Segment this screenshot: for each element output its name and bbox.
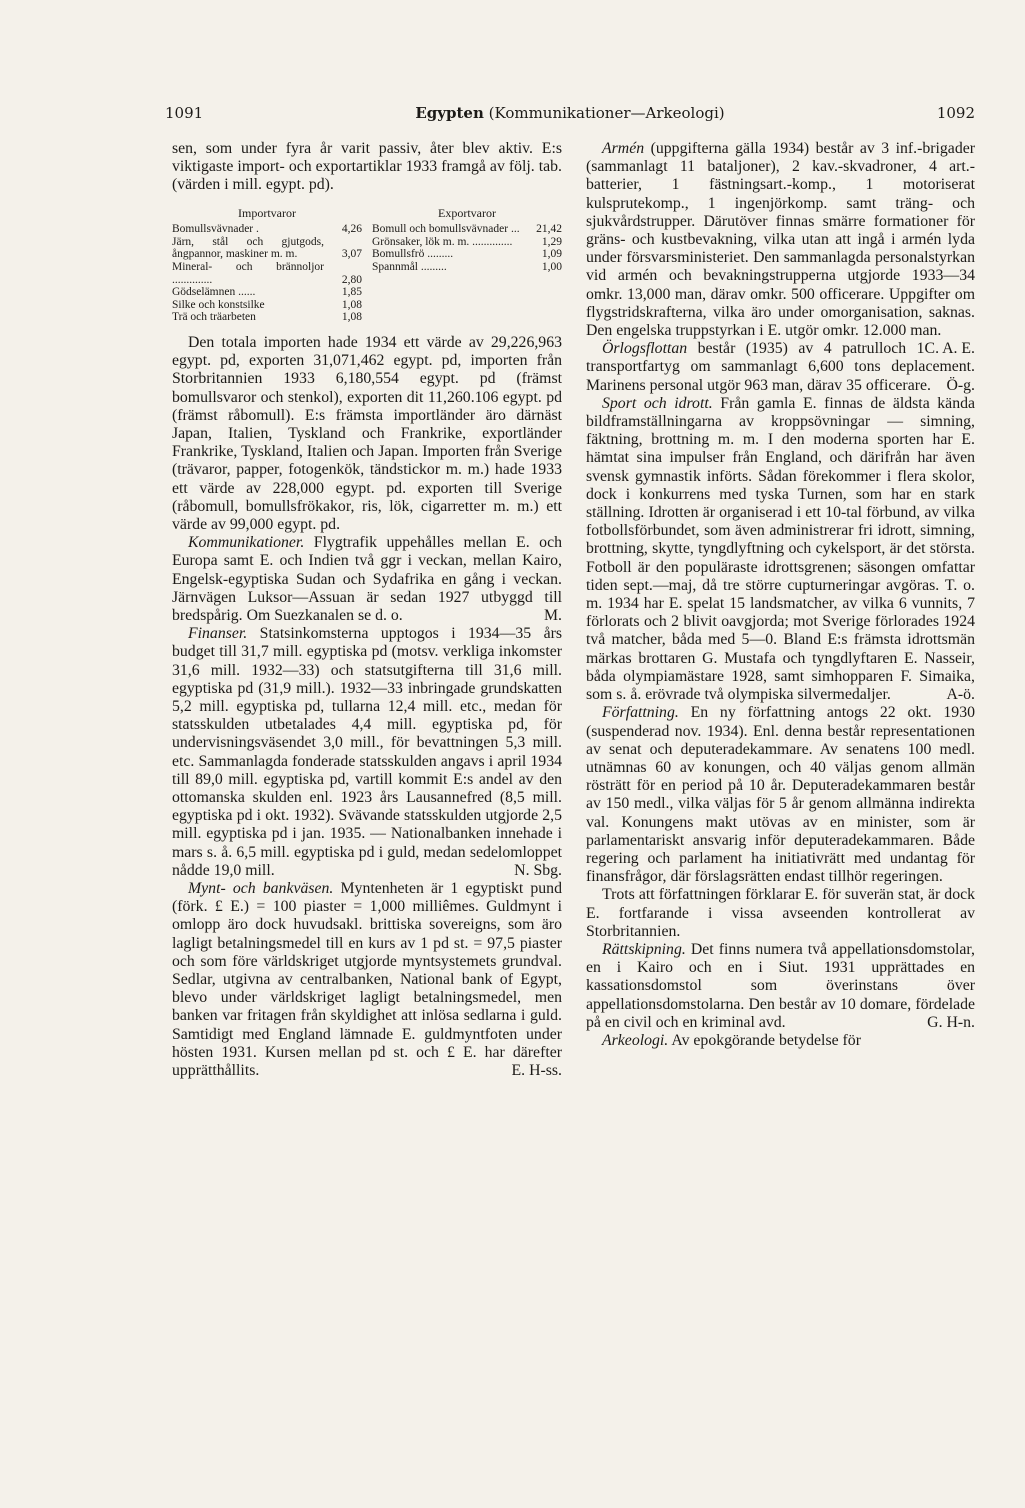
table-row: Grönsaker, lök m. m. .............. 1,29 <box>372 235 562 248</box>
table-row: Silke och konstsilke 1,08 <box>172 298 362 311</box>
author-signature: N. Sbg. <box>514 861 562 879</box>
running-title <box>165 104 975 122</box>
author-signature: C. A. E. <box>924 340 975 358</box>
section-title: Författning. <box>602 704 679 722</box>
right-column <box>586 140 975 1050</box>
intro-paragraph: sen, som under fyra år varit passiv, åter blev aktiv. E:s viktigaste import- och exportartiklar 1933 framgå av följ. tab. (värden i mill. egypt. pd). <box>172 140 562 194</box>
table-row: Bomull och bomullsvävnader ... 21,42 <box>372 223 562 236</box>
author-signature: G. H-n. <box>927 1013 975 1031</box>
section-title: Finanser. <box>188 625 248 643</box>
orlog-paragraph: Örlogsflottan består (1935) av 4 patrulloch 1 transportfartyg om sammanlagt 6,600 tons deplacement. Marinens personal utgör 963 man, därav 35 officerare. Ö-g. <box>586 340 975 394</box>
section-title: Armén <box>602 140 645 157</box>
table-row: Järn, stål och gjutgods, ångpannor, maskiner m. m. 3,07 <box>172 235 362 261</box>
armen-paragraph: Armén (uppgifterna gälla 1934) består av 3 inf.-brigader (sammanlagt 11 bataljoner), 2 kav.-skvadroner, 4 art.-batterier, 1 fästningsart.-komp., 1 motoriserat kulsprutekomp., 1 ingenjörkomp. samt träng- och sjukvårdstrupper. Därutöver finnas smärre formationer för gräns- och kustbevakning, vilka utan att ingå i armén lyda under försvarsministeriet. Den sammanlagda personalstyrkan vid armén och bevakningstrupperna utgjorde 1933—34 omkr. 13,000 man, därav omkr. 500 officerare. Uppgifter om flygstridskrafterna, vilka äro under omorganisation, saknas. Den engelska truppstyrkan i E. utgör omkr. 12.000 man. C. A. E. <box>586 140 975 358</box>
finanser-paragraph: Finanser. Statsinkomsterna upptogos i 1934—35 års budget till 31,7 mill. egyptiska pd (motsv. verkliga inkomster 31,6 mill. 1932—33) och statsutgifterna till 31,6 mill. egyptiska pd (31,9 mill.). 1932—33 inbringade grundskatten 5,2 mill. egyptiska pd, tullarna 12,4 mill. etc., medan för statsskulden utbetalades 4,4 mill. egyptiska pd, för undervisningsväsendet 3,0 mill., för bevattningen 5,3 mill. etc. Sammanlagda fonderade statsskulden angavs i april 1934 till 89,0 mill. egyptiska pd, vartill kommit E:s andel av den ottomanska skulden enl. 1923 års Lausannefred (8,5 mill. egyptiska pd i okt. 1932). Svävande statsskulden utgjorde 2,5 mill. egyptiska pd i jan. 1935. — Nationalbanken innehade i mars s. å. 6,5 mill. egyptiska pd i guld, medan sedelomloppet nådde 19,0 mill. N. Sbg. <box>172 625 562 879</box>
page-number-left: 1091 <box>165 104 204 122</box>
left-column <box>172 140 562 1080</box>
exports-column <box>372 207 562 324</box>
page-number-right: 1092 <box>936 104 975 122</box>
section-title: Kommunikationer. <box>188 534 305 552</box>
author-signature: M. <box>544 607 562 624</box>
table-row: Mineral- och brännoljor .............. 2,80 <box>172 260 362 286</box>
section-title: Mynt- och bankväsen. <box>188 880 334 898</box>
title-bold: Egypten <box>415 104 484 122</box>
section-title: Arkeologi. <box>602 1031 669 1049</box>
trade-paragraph: Den totala importen hade 1934 ett värde av 29,226,963 egypt. pd, exporten 31,071,462 egypt. pd, importen från Storbritannien 1933 6,180,554 egypt. pd (främst bomullsvaror och stenkol), exporten dit 11,260.106 egypt. pd (främst råbomull). E:s främsta importländer äro därnäst Japan, Italien, Tyskland och Frankrike, exportländer Frankrike, Tyskland, Italien och Japan. Importen från Sverige (trävaror, papper, fotogenkök, tändstickor m. m.) hade 1933 ett värde av 228,000 egypt. pd. exporten till Sverige (råbomull, bomullsfrökakor, ris, lök, cigarretter m. m.) ett värde av 99,000 egypt. pd. <box>172 333 562 533</box>
table-row: Spannmål ......... 1,00 <box>372 260 562 273</box>
section-title: Örlogsflottan <box>602 340 688 358</box>
table-row: Bomullsfrö ......... 1,09 <box>372 248 562 261</box>
section-title: Sport och idrott. <box>602 394 713 412</box>
title-rest: (Kommunikationer—Arkeologi) <box>488 104 725 122</box>
forfattning-paragraph: Författning. En ny författning antogs 22 okt. 1930 (suspenderad nov. 1934). Enl. denna består representationen av senat och deputeradekammare. Av senatens 100 medl. utnämnas 60 av konungen, och 40 väljas genom allmän rösträtt för en period på 10 år. Deputeradekammaren består av 150 medl., vilka väljas för 5 år genom allmänna indirekta val. Konungens makt utövas av en minister, som är parlamentariskt ansvarig inför deputeradekammaren. Både regering och parlament ha initiativrätt med undantag för finansfrågor, där förslagsrätten endast tillhör regeringen. <box>586 704 975 886</box>
author-signature: Ö-g. <box>946 376 975 394</box>
sport-paragraph: Sport och idrott. Från gamla E. finnas de äldsta kända bildframställningarna av kroppsövningar — simning, fäktning, brottning m. m. I den moderna sporten har E. hämtat sina impulser från England, och därifrån har även svensk gymnastik införts. Sådan förekommer i flera skolor, dock i konkurrens med tyska Turnen, som har en stark ställning. Idrotten är organiserad i ett 10-tal förbund, av vilka fotbollsförbundet, som även administrerar fri idrott, simning, brottning, skytte, tyngdlyftning och cykelsport, är det största. Fotboll är den populäraste idrottsgrenen; säsongen omfattar tiden sept.—maj, då tre större cupturneringar avgöras. T. o. m. 1934 har E. spelat 15 landsmatcher, av vilka 6 vunnits, 7 förlorats och 2 blivit oavgjorda; mot Sverige förlorades 1924 två matcher, båda med 5—0. Bland E:s främsta idrottsmän märkas brottaren G. Mustafa och tyngdlyftaren E. Nasseir, båda olympiamästare 1928, samt simhopparen F. Simaika, som s. å. erövrade två olympiska silvermedaljer. A-ö. <box>586 394 975 704</box>
rattskipning-paragraph: Rättskipning. Det finns numera två appellationsdomstolar, en i Kairo och en i Siut. 1931 upprättades en kassationsdomstol som överinstans över appellationsdomstolarna. Den består av 10 domare, fördelade på en civil och en kriminal avd. G. H-n. <box>586 940 975 1031</box>
forfattning-paragraph-2: Trots att författningen förklarar E. för suverän stat, är dock E. fortfarande i vissa avseenden kontrollerat av Storbritannien. <box>586 886 975 940</box>
table-row: Gödselämnen ...... 1,85 <box>172 286 362 299</box>
arkeologi-paragraph: Arkeologi. Av epokgörande betydelse för <box>602 1031 861 1049</box>
table-row: Trä och träarbeten 1,08 <box>172 311 362 324</box>
trade-table <box>172 207 562 324</box>
author-signature: E. H-ss. <box>511 1062 562 1080</box>
kommunikationer-paragraph: Kommunikationer. Flygtrafik uppehålles mellan E. och Europa samt E. och Indien två ggr i veckan, mellan Kairo, Engelsk-egyptiska Sudan och Sydafrika en gång i veckan. Järnvägen Luksor—Assuan är sedan 1927 utbyggd till bredspårig. Om Suezkanalen se d. o. M. <box>172 534 562 624</box>
imports-header: Importvaror <box>238 205 296 220</box>
section-title: Rättskipning. <box>602 940 686 958</box>
table-row: Bomullsvävnader . 4,26 <box>172 223 362 236</box>
exports-header: Exportvaror <box>438 205 496 220</box>
imports-column <box>172 207 362 324</box>
page-header <box>165 104 975 128</box>
mynt-paragraph: Mynt- och bankväsen. Myntenheten är 1 egyptiskt pund (förk. £ E.) = 100 piaster = 1,000 milliêmes. Guldmynt i omlopp äro dock huvudsakl. brittiska sovereigns, som äro lagligt betalningsmedel till en kurs av 1 pd st. = 97,5 piaster och som före världskriget utgjorde myntsystemets grundval. Sedlar, utgivna av centralbanken, National bank of Egypt, blevo under världskriget lagligt betalningsmedel, men banken var fritagen från skyldighet att inlösa sedlarna i guld. Samtidigt med England lämnade E. guldmyntfoten under hösten 1931. Kursen mellan pd st. och £ E. har därefter upprätthållits. E. H-ss. <box>172 880 562 1080</box>
author-signature: A-ö. <box>946 686 975 704</box>
